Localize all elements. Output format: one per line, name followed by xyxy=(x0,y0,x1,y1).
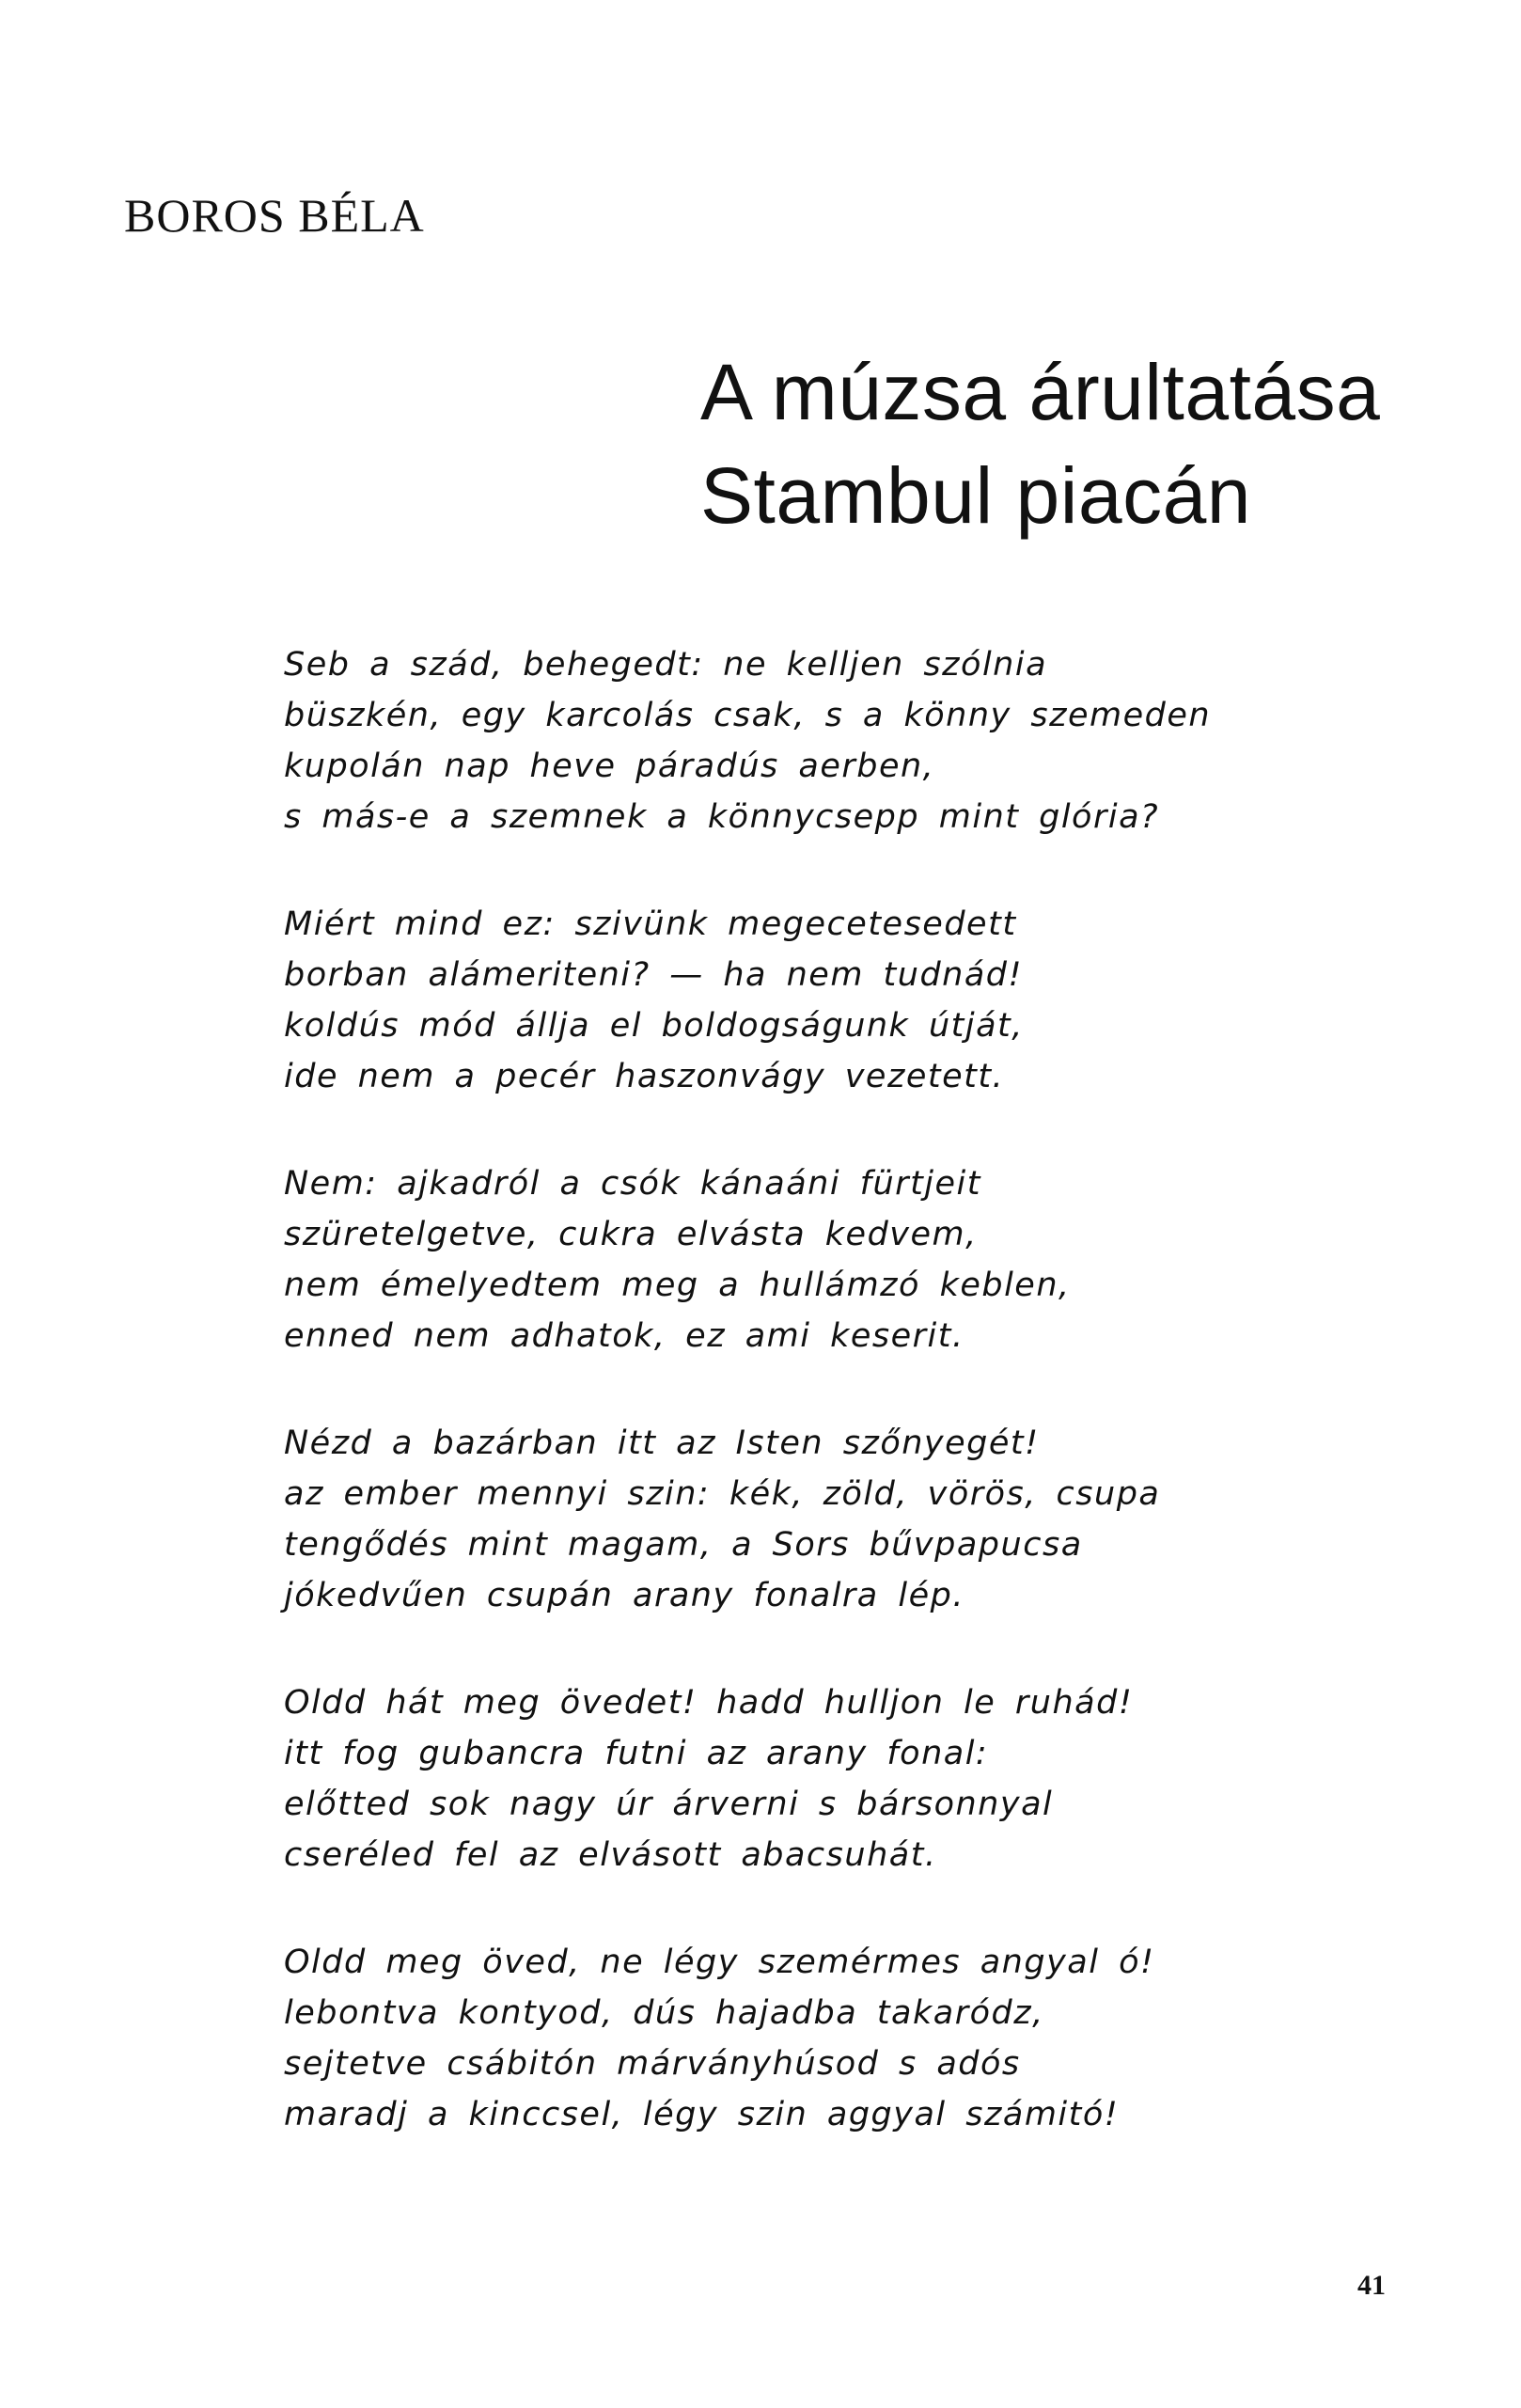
verse-line: Oldd meg öved, ne légy szemérmes angyal ó! xyxy=(284,1944,1155,1981)
verse-line: ide nem a pecér haszonvágy vezetett. xyxy=(284,1058,1005,1095)
verse-line: Miért mind ez: szivünk megecetesedett xyxy=(284,905,1017,943)
verse-line: Nem: ajkadról a csók kánaáni fürtjeit xyxy=(284,1165,981,1203)
poem-title xyxy=(700,340,1380,547)
page-number: 41 xyxy=(1357,2270,1386,2301)
verse-line: borban alámeriteni? — ha nem tudnád! xyxy=(284,956,1024,994)
title-line: A múzsa árultatása xyxy=(700,348,1381,436)
verse-line: s más-e a szemnek a könnycsepp mint glória? xyxy=(284,798,1160,836)
verse-line: koldús mód állja el boldogságunk útját, xyxy=(284,1007,1024,1045)
verse-line: szüretelgetve, cukra elvásta kedvem, xyxy=(284,1216,978,1253)
verse-line: jókedvűen csupán arany fonalra lép. xyxy=(284,1577,964,1614)
stanza xyxy=(284,1677,1318,1881)
verse-line: Seb a szád, behegedt: ne kelljen szólnia xyxy=(284,646,1048,684)
stanza xyxy=(284,899,1318,1102)
verse-line: lebontva kontyod, dús hajadba takaródz, xyxy=(284,1994,1044,2032)
stanza xyxy=(284,639,1318,842)
verse-line: kupolán nap heve páradús aerben, xyxy=(284,748,935,785)
verse-line: előtted sok nagy úr árverni s bársonnyal xyxy=(284,1786,1054,1823)
poem-body xyxy=(284,639,1318,2140)
verse-line: enned nem adhatok, ez ami keserit. xyxy=(284,1317,964,1355)
verse-line: cseréled fel az elvásott abacsuhát. xyxy=(284,1836,937,1874)
verse-line: nem émelyedtem meg a hullámzó keblen, xyxy=(284,1267,1071,1304)
verse-line: tengődés mint magam, a Sors bűvpapucsa xyxy=(284,1526,1083,1564)
verse-line: Oldd hát meg övedet! hadd hulljon le ruhád! xyxy=(284,1684,1134,1722)
verse-line: maradj a kinccsel, légy szin aggyal számitó! xyxy=(284,2096,1120,2133)
verse-line: büszkén, egy karcolás csak, s a könny szemeden xyxy=(284,697,1212,734)
title-line: Stambul piacán xyxy=(700,451,1252,540)
verse-line: az ember mennyi szin: kék, zöld, vörös, csupa xyxy=(284,1475,1161,1513)
verse-line: itt fog gubancra futni az arany fonal: xyxy=(284,1735,989,1772)
verse-line: Nézd a bazárban itt az Isten szőnyegét! xyxy=(284,1424,1040,1462)
stanza xyxy=(284,1937,1318,2140)
stanza xyxy=(284,1418,1318,1621)
stanza xyxy=(284,1158,1318,1361)
author-name: BOROS BÉLA xyxy=(124,189,425,242)
verse-line: sejtetve csábitón márványhúsod s adós xyxy=(284,2045,1021,2083)
